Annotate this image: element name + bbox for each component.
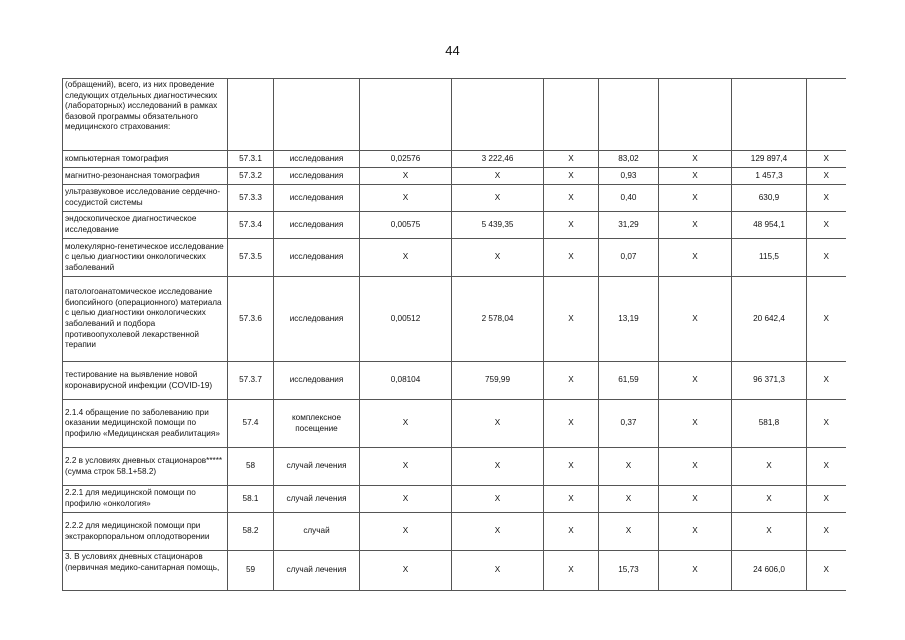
value-cell: Х <box>360 168 452 185</box>
row-unit-cell: случай <box>274 513 360 551</box>
value-cell: Х <box>452 168 544 185</box>
value-cell: Х <box>807 486 846 513</box>
row-unit-cell: случай лечения <box>274 486 360 513</box>
value-cell: Х <box>544 362 599 400</box>
row-code-cell <box>228 79 274 151</box>
row-name-cell: ультразвуковое исследование сердечно-сосудистой системы <box>63 185 228 212</box>
table-row <box>63 239 846 277</box>
table-row <box>63 185 846 212</box>
value-cell: Х <box>659 168 732 185</box>
row-code-cell: 57.3.6 <box>228 277 274 362</box>
value-cell: Х <box>659 212 732 239</box>
value-cell: 5 439,35 <box>452 212 544 239</box>
value-cell: Х <box>544 400 599 448</box>
row-code-cell: 57.3.2 <box>228 168 274 185</box>
row-code-cell: 57.3.7 <box>228 362 274 400</box>
value-cell: 581,8 <box>732 400 807 448</box>
row-name-cell: 3. В условиях дневных стационаров (первичная медико-санитарная помощь, <box>63 551 228 591</box>
value-cell: Х <box>544 239 599 277</box>
value-cell: Х <box>452 486 544 513</box>
row-code-cell: 57.4 <box>228 400 274 448</box>
value-cell: Х <box>452 513 544 551</box>
value-cell: Х <box>544 168 599 185</box>
row-unit-cell: исследования <box>274 277 360 362</box>
value-cell: 0,37 <box>599 400 659 448</box>
value-cell: 0,02576 <box>360 151 452 168</box>
table-row <box>63 448 846 486</box>
value-cell: Х <box>599 513 659 551</box>
value-cell: 20 642,4 <box>732 277 807 362</box>
value-cell: Х <box>544 277 599 362</box>
row-code-cell: 59 <box>228 551 274 591</box>
page-number: 44 <box>445 43 460 58</box>
value-cell: 61,59 <box>599 362 659 400</box>
value-cell: 0,00575 <box>360 212 452 239</box>
table-row <box>63 486 846 513</box>
value-cell: Х <box>544 185 599 212</box>
value-cell: Х <box>659 277 732 362</box>
row-name-cell: молекулярно-генетическое исследование с целью диагностики онкологических заболеваний <box>63 239 228 277</box>
value-cell <box>659 79 732 151</box>
row-name-cell: патологоанатомическое исследование биопсийного (операционного) материала с целью диагностики онкологических заболеваний и подбора противоопухолевой лекарственной терапии <box>63 277 228 362</box>
value-cell: Х <box>807 362 846 400</box>
value-cell: Х <box>807 168 846 185</box>
row-unit-cell: случай лечения <box>274 448 360 486</box>
value-cell: Х <box>807 151 846 168</box>
value-cell: 13,19 <box>599 277 659 362</box>
value-cell: Х <box>544 486 599 513</box>
value-cell: 24 606,0 <box>732 551 807 591</box>
value-cell: Х <box>452 400 544 448</box>
row-code-cell: 57.3.4 <box>228 212 274 239</box>
value-cell: Х <box>807 212 846 239</box>
value-cell: 48 954,1 <box>732 212 807 239</box>
data-table <box>62 78 846 591</box>
value-cell: Х <box>659 239 732 277</box>
value-cell: 0,07 <box>599 239 659 277</box>
table-row <box>63 151 846 168</box>
value-cell <box>807 79 846 151</box>
row-name-cell: эндоскопическое диагностическое исследование <box>63 212 228 239</box>
row-unit-cell: комплексное посещение <box>274 400 360 448</box>
value-cell: 83,02 <box>599 151 659 168</box>
value-cell: 96 371,3 <box>732 362 807 400</box>
row-code-cell: 58.2 <box>228 513 274 551</box>
table-row <box>63 362 846 400</box>
value-cell: Х <box>452 185 544 212</box>
value-cell: Х <box>732 448 807 486</box>
value-cell: 630,9 <box>732 185 807 212</box>
row-code-cell: 57.3.1 <box>228 151 274 168</box>
value-cell: Х <box>360 400 452 448</box>
value-cell: 759,99 <box>452 362 544 400</box>
value-cell: Х <box>659 551 732 591</box>
row-name-cell: 2.2 в условиях дневных стационаров***** (сумма строк 58.1+58.2) <box>63 448 228 486</box>
row-name-cell: 2.1.4 обращение по заболеванию при оказании медицинской помощи по профилю «Медицинская реабилитация» <box>63 400 228 448</box>
row-unit-cell: исследования <box>274 185 360 212</box>
value-cell: 15,73 <box>599 551 659 591</box>
value-cell: Х <box>599 486 659 513</box>
value-cell: 1 457,3 <box>732 168 807 185</box>
row-unit-cell: исследования <box>274 212 360 239</box>
value-cell: Х <box>360 486 452 513</box>
row-name-cell: компьютерная томография <box>63 151 228 168</box>
row-unit-cell: исследования <box>274 239 360 277</box>
row-code-cell: 58.1 <box>228 486 274 513</box>
value-cell: Х <box>544 513 599 551</box>
value-cell: Х <box>544 448 599 486</box>
row-name-cell: тестирование на выявление новой коронавирусной инфекции (COVID-19) <box>63 362 228 400</box>
value-cell: Х <box>807 400 846 448</box>
value-cell: 115,5 <box>732 239 807 277</box>
value-cell: Х <box>360 185 452 212</box>
value-cell: Х <box>659 400 732 448</box>
value-cell: 3 222,46 <box>452 151 544 168</box>
table-row <box>63 551 846 591</box>
value-cell: 31,29 <box>599 212 659 239</box>
table-row <box>63 212 846 239</box>
value-cell: Х <box>659 362 732 400</box>
value-cell: 2 578,04 <box>452 277 544 362</box>
table-row <box>63 168 846 185</box>
value-cell: Х <box>452 448 544 486</box>
table-row <box>63 79 846 151</box>
value-cell <box>599 79 659 151</box>
value-cell: 0,08104 <box>360 362 452 400</box>
value-cell: Х <box>659 151 732 168</box>
value-cell: Х <box>807 551 846 591</box>
value-cell: 0,00512 <box>360 277 452 362</box>
value-cell: Х <box>659 513 732 551</box>
value-cell: Х <box>807 185 846 212</box>
value-cell: Х <box>807 448 846 486</box>
value-cell: Х <box>807 239 846 277</box>
row-unit-cell <box>274 79 360 151</box>
value-cell: Х <box>360 513 452 551</box>
value-cell <box>452 79 544 151</box>
value-cell: 0,93 <box>599 168 659 185</box>
row-name-cell: 2.2.1 для медицинской помощи по профилю «онкология» <box>63 486 228 513</box>
value-cell: Х <box>544 151 599 168</box>
row-name-cell: 2.2.2 для медицинской помощи при экстракорпоральном оплодотворении <box>63 513 228 551</box>
table-row <box>63 400 846 448</box>
value-cell: Х <box>659 448 732 486</box>
value-cell: Х <box>659 185 732 212</box>
value-cell: Х <box>360 239 452 277</box>
table-row <box>63 513 846 551</box>
row-code-cell: 58 <box>228 448 274 486</box>
row-code-cell: 57.3.5 <box>228 239 274 277</box>
row-name-cell: магнитно-резонансная томография <box>63 168 228 185</box>
table-row <box>63 277 846 362</box>
row-unit-cell: исследования <box>274 168 360 185</box>
row-code-cell: 57.3.3 <box>228 185 274 212</box>
value-cell: Х <box>360 448 452 486</box>
row-unit-cell: случай лечения <box>274 551 360 591</box>
value-cell: 0,40 <box>599 185 659 212</box>
value-cell <box>360 79 452 151</box>
value-cell: Х <box>807 277 846 362</box>
value-cell: 129 897,4 <box>732 151 807 168</box>
value-cell: Х <box>659 486 732 513</box>
value-cell: Х <box>599 448 659 486</box>
row-name-cell: (обращений), всего, из них проведение следующих отдельных диагностических (лабораторных) исследований в рамках базовой программы обязательного медицинского страхования: <box>63 79 228 151</box>
value-cell: Х <box>452 239 544 277</box>
value-cell <box>732 79 807 151</box>
row-unit-cell: исследования <box>274 151 360 168</box>
value-cell: Х <box>732 486 807 513</box>
value-cell: Х <box>360 551 452 591</box>
value-cell: Х <box>452 551 544 591</box>
value-cell: Х <box>807 513 846 551</box>
value-cell: Х <box>544 551 599 591</box>
value-cell <box>544 79 599 151</box>
value-cell: Х <box>544 212 599 239</box>
value-cell: Х <box>732 513 807 551</box>
row-unit-cell: исследования <box>274 362 360 400</box>
